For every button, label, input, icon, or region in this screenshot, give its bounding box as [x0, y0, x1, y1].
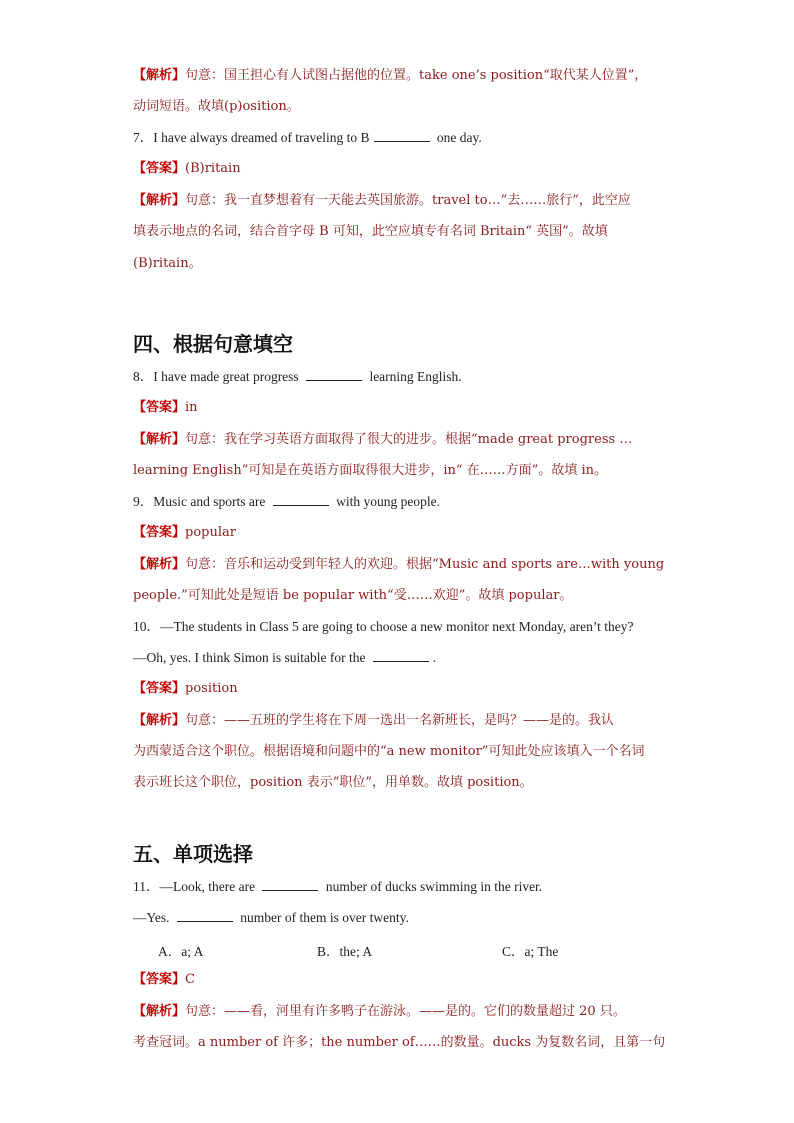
question-9-text: 9．Music and sports are	[133, 494, 269, 509]
answer-blank	[262, 878, 318, 891]
question-11-line-2	[133, 909, 409, 927]
answer-tag: 【答案】	[133, 681, 186, 696]
explanation-9-line-2: people.”可知此处是短语 be popular with“受……欢迎”。故填 popular。	[133, 588, 573, 603]
explanation-10-line-2: 为西蒙适合这个职位。根据语境和问题中的“a new monitor”可知此处应该填入一个名词	[133, 744, 645, 759]
answer-text: position	[185, 681, 238, 696]
question-7-text: 7．I have always dreamed of traveling to B	[133, 130, 370, 145]
explanation-9-line-1	[133, 556, 664, 574]
question-8-text: 8．I have made great progress	[133, 369, 303, 384]
explanation-text: 句意：国王担心有人试图占据他的位置。take one’s position“取代某人位置”，	[185, 68, 648, 83]
explanation-8-line-1	[133, 431, 632, 449]
answer-blank	[373, 649, 429, 662]
answer-text: popular	[185, 525, 236, 540]
answer-blank	[306, 368, 362, 381]
answer-text: (B)ritain	[185, 161, 241, 176]
question-11-text-2: —Yes.	[133, 910, 173, 925]
question-10-line-1: 10．—The students in Class 5 are going to choose a new monitor next Monday, aren’t they?	[133, 619, 634, 634]
analysis-tag: 【解析】	[133, 713, 186, 728]
question-11-tail: number of ducks swimming in the river.	[322, 879, 543, 894]
question-9-tail: with young people.	[332, 494, 440, 509]
explanation-10-line-3: 表示班长这个职位，position 表示“职位”，用单数。故填 position。	[133, 775, 533, 790]
explanation-text: 句意：——看，河里有许多鸭子在游泳。——是的。它们的数量超过 20 只。	[185, 1004, 626, 1019]
answer-blank	[177, 909, 233, 922]
answer-10	[133, 680, 238, 698]
explanation-11-line-1	[133, 1003, 626, 1021]
answer-blank	[374, 129, 430, 142]
answer-tag: 【答案】	[133, 161, 186, 176]
explanation-text: 句意：我在学习英语方面取得了很大的进步。根据“made great progress …	[185, 432, 633, 447]
answer-8	[133, 399, 198, 417]
question-11-line-1	[133, 878, 542, 896]
explanation-7-line-1	[133, 192, 631, 210]
answer-9	[133, 524, 236, 542]
analysis-tag: 【解析】	[133, 193, 186, 208]
option-a: A．a; A	[158, 944, 204, 959]
section-heading-5: 五、单项选择	[133, 842, 253, 866]
answer-text: C	[185, 972, 195, 987]
question-7	[133, 129, 482, 147]
analysis-tag: 【解析】	[133, 1004, 186, 1019]
answer-11	[133, 971, 195, 989]
explanation-10-line-1	[133, 712, 614, 730]
analysis-tag: 【解析】	[133, 557, 186, 572]
question-8-tail: learning English.	[366, 369, 462, 384]
explanation-7-line-3: (B)ritain。	[133, 256, 202, 271]
answer-7	[133, 160, 241, 178]
question-11-text: 11．—Look, there are	[133, 879, 259, 894]
answer-tag: 【答案】	[133, 525, 186, 540]
answer-blank	[273, 493, 329, 506]
explanation-7-line-2: 填表示地点的名词，结合首字母 B 可知，此空应填专有名词 Britain“ 英国”。故填	[133, 224, 608, 239]
section-heading-4: 四、根据句意填空	[133, 332, 293, 356]
question-10-line-2	[133, 649, 436, 667]
question-8	[133, 368, 462, 386]
explanation-text: 句意：——五班的学生将在下周一选出一名新班长，是吗？——是的。我认	[185, 713, 615, 728]
question-9	[133, 493, 440, 511]
answer-tag: 【答案】	[133, 400, 186, 415]
option-b: B．the; A	[317, 944, 373, 959]
explanation-text: 句意：音乐和运动受到年轻人的欢迎。根据“Music and sports are…with young	[185, 557, 665, 572]
question-7-tail: one day.	[433, 130, 482, 145]
explanation-11-line-2: 考查冠词。a number of 许多；the number of……的数量。ducks 为复数名词，且第一句	[133, 1035, 666, 1050]
explanation-8-line-2: learning English”可知是在英语方面取得很大进步，in“ 在……方面”。故填 in。	[133, 463, 607, 478]
option-c: C．a; The	[502, 944, 559, 959]
explanation-6-line-1	[133, 67, 647, 85]
analysis-tag: 【解析】	[133, 432, 186, 447]
answer-tag: 【答案】	[133, 972, 186, 987]
explanation-6-line-2: 动词短语。故填(p)osition。	[133, 99, 300, 114]
answer-text: in	[185, 400, 198, 415]
question-10-text: —Oh, yes. I think Simon is suitable for the	[133, 650, 369, 665]
question-11-tail-2: number of them is over twenty.	[236, 910, 409, 925]
analysis-tag: 【解析】	[133, 68, 186, 83]
explanation-text: 句意：我一直梦想着有一天能去英国旅游。travel to…“去……旅行”，此空应	[185, 193, 631, 208]
question-10-tail: .	[432, 650, 437, 665]
